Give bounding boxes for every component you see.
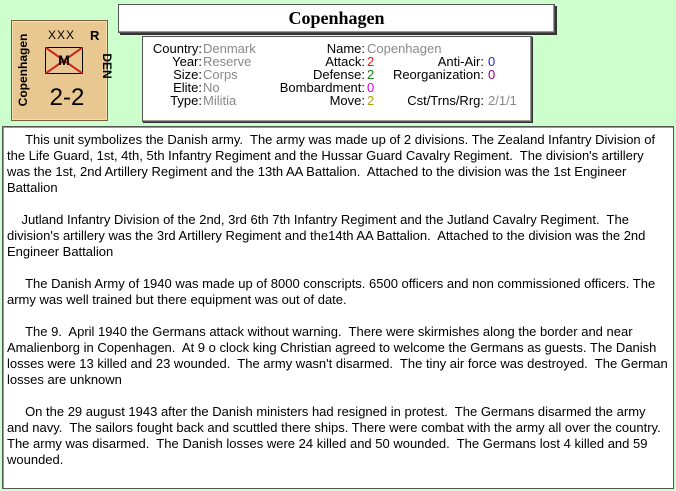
anti-air-value: 0 <box>488 54 496 69</box>
country-value: Denmark <box>203 41 256 56</box>
attack-value: 2 <box>367 54 375 69</box>
counter-unit-type-letter: M <box>58 52 70 68</box>
attack-label: Attack: <box>325 54 365 69</box>
counter-unit-type-box <box>45 47 83 74</box>
type-value: Militia <box>203 93 237 108</box>
bombardment-label: Bombardment: <box>279 80 365 95</box>
description-paragraph: The Danish Army of 1940 was made up of 8000 conscripts. 6500 officers and non commissioned officers. The army was well trained but there equipment was out of date. <box>7 276 659 307</box>
counter-nation-code: DEN <box>100 53 114 79</box>
anti-air-label: Anti-Air: <box>437 54 484 69</box>
reorganization-label: Reorganization: <box>392 67 484 82</box>
size-label: Size: <box>173 67 202 82</box>
defense-value: 2 <box>367 67 375 82</box>
bombardment-value: 0 <box>367 80 375 95</box>
description-paragraph: This unit symbolizes the Danish army. The army was made up of 2 divisions. The Zealand Infantry Division of the Life Guard, 1st, 4th, 5th Infantry Regiment and the Hussar Guard Cavalry Regiment. The division's artillery was the 1st, 2nd Artillery Regiment and the 13th AA Battalion. Attached to the division was the 1st Engineer Battalion <box>7 132 659 195</box>
description-paragraph: On the 29 august 1943 after the Danish ministers had resigned in protest. The Germans disarmed the army and navy. The sailors fought back and scuttled there ships. There were combat with the army all over the country. The army was disarmed. The Danish losses were 24 killed and 50 wounded. The Germans lost 4 killed and 59 wounded. <box>7 404 668 467</box>
counter-status: R <box>90 28 100 43</box>
cst-trns-rrg-label: Cst/Trns/Rrg: <box>407 93 484 108</box>
year-value: Reserve <box>203 54 252 69</box>
counter-size-symbol: XXX <box>48 28 76 42</box>
country-label: Country: <box>152 41 202 56</box>
counter-factors: 2-2 <box>49 84 85 111</box>
type-label: Type: <box>170 93 202 108</box>
size-value: Corps <box>203 67 238 82</box>
year-label: Year: <box>172 54 202 69</box>
elite-label: Elite: <box>173 80 202 95</box>
name-value: Copenhagen <box>367 41 442 56</box>
defense-label: Defense: <box>312 67 365 82</box>
reorganization-value: 0 <box>488 67 496 82</box>
unit-counter <box>11 20 114 121</box>
cst-trns-rrg-value: 2/1/1 <box>488 93 517 108</box>
description-paragraph: Jutland Infantry Division of the 2nd, 3rd 6th 7th Infantry Regiment and the Jutland Cavalry Regiment. The division's artillery was the 3rd Artillery Regiment and the14th AA Battalion. Attached to the division was the 2nd Engineer Battalion <box>7 212 650 259</box>
title-panel <box>118 4 555 33</box>
description-text-area[interactable] <box>2 126 674 489</box>
stats-panel <box>142 36 532 122</box>
counter-unit-name: Copenhagen <box>16 33 30 107</box>
page-title: Copenhagen <box>288 8 385 28</box>
move-label: Move: <box>329 93 365 108</box>
name-label: Name: <box>326 41 365 56</box>
description-paragraph: The 9. April 1940 the Germans attack without warning. There were skirmishes along the border and near Amalienborg in Copenhagen. At 9 o clock king Christian agreed to welcome the Germans as guests. The Danish losses were 13 killed and 23 wounded. The army wasn't disarmed. The tiny air force was destroyed. The German losses are unknown <box>7 324 672 387</box>
elite-value: No <box>203 80 220 95</box>
move-value: 2 <box>367 93 375 108</box>
